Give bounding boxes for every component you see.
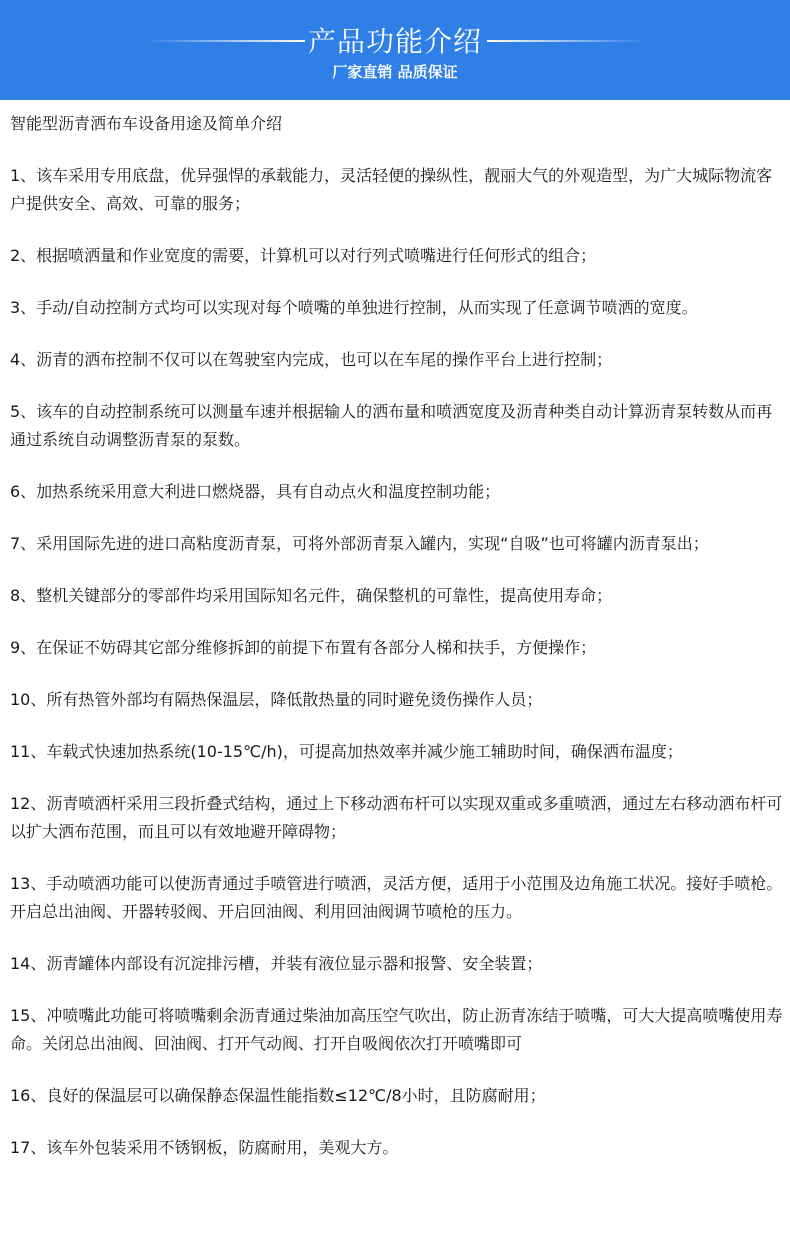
feature-item: 4、沥青的洒布控制不仅可以在驾驶室内完成，也可以在车尾的操作平台上进行控制；: [10, 350, 613, 369]
feature-item: 17、该车外包装采用不锈钢板，防腐耐用，美观大方。: [10, 1138, 399, 1157]
page-subtitle: 厂家直销 品质保证: [332, 63, 458, 81]
feature-item: 16、良好的保温层可以确保静态保温性能指数≤12℃/8小时，且防腐耐用；: [10, 1086, 546, 1105]
feature-item: 14、沥青罐体内部设有沉淀排污槽，并装有液位显示器和报警、安全装置；: [10, 954, 543, 973]
page-title: 产品功能介绍: [307, 25, 482, 58]
banner-decorative-line-right: [487, 40, 647, 42]
feature-item: 2、根据喷洒量和作业宽度的需要，计算机可以对行列式喷嘴进行任何形式的组合；: [10, 246, 597, 265]
feature-item: 15、冲喷嘴此功能可将喷嘴剩余沥青通过柴油加高压空气吹出，防止沥青冻结于喷嘴，可大大提高喷嘴使用寿命。关闭总出油阀、回油阀、打开气动阀、打开自吸阀依次打开喷嘴即可: [10, 1006, 783, 1053]
intro-heading: 智能型沥青洒布车设备用途及简单介绍: [10, 114, 283, 133]
feature-item: 11、车载式快速加热系统(10-15℃/h)，可提高加热效率并减少施工辅助时间，确保洒布温度；: [10, 742, 683, 761]
feature-item: 10、所有热管外部均有隔热保温层，降低散热量的同时避免烫伤操作人员；: [10, 690, 543, 709]
feature-item: 7、采用国际先进的进口高粘度沥青泵，可将外部沥青泵入罐内，实现“自吸”也可将罐内沥青泵出；: [10, 534, 709, 553]
feature-item: 8、整机关键部分的零部件均采用国际知名元件，确保整机的可靠性，提高使用寿命；: [10, 586, 613, 605]
feature-item: 3、手动/自动控制方式均可以实现对每个喷嘴的单独进行控制，从而实现了任意调节喷洒的宽度。: [10, 298, 698, 317]
feature-description: [10, 110, 785, 1162]
feature-item: 1、该车采用专用底盘，优异强悍的承载能力，灵活轻便的操纵性，靓丽大气的外观造型，为广大城际物流客户提供安全、高效、可靠的服务；: [10, 166, 773, 213]
feature-item: 13、手动喷洒功能可以使沥青通过手喷管进行喷洒，灵活方便，适用于小范围及边角施工状况。接好手喷枪。开启总出油阀、开器转驳阀、开启回油阀、利用回油阀调节喷枪的压力。: [10, 874, 783, 921]
feature-item: 6、加热系统采用意大利进口燃烧器，具有自动点火和温度控制功能；: [10, 482, 501, 501]
feature-item: 5、该车的自动控制系统可以测量车速并根据输人的洒布量和喷洒宽度及沥青种类自动计算沥青泵转数从而再通过系统自动调整沥青泵的泵数。: [10, 402, 773, 449]
feature-item: 9、在保证不妨碍其它部分维修拆卸的前提下布置有各部分人梯和扶手，方便操作；: [10, 638, 597, 657]
feature-item: 12、沥青喷洒杆采用三段折叠式结构，通过上下移动洒布杆可以实现双重或多重喷洒，通过左右移动洒布杆可以扩大洒布范围，而且可以有效地避开障碍物；: [10, 794, 783, 841]
banner-title-row: [0, 22, 790, 62]
header-banner: [0, 0, 790, 100]
